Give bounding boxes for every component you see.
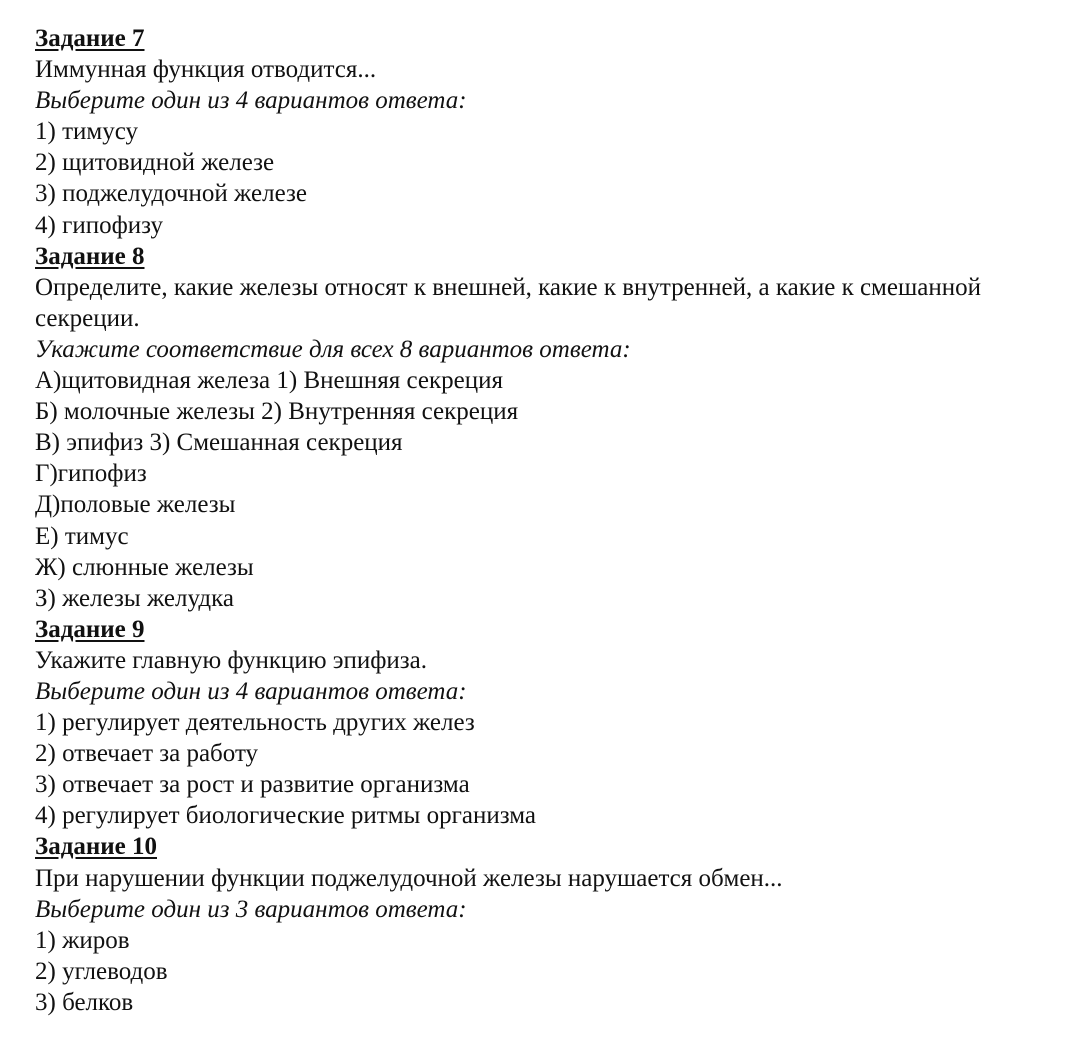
task-8 — [35, 241, 1080, 614]
task-question: Определите, какие железы относят к внешней, какие к внутренней, а какие к смешанной секреции. — [35, 273, 981, 332]
answer-option: 3) отвечает за рост и развитие организма — [35, 771, 470, 799]
match-item: Е) тимус — [35, 522, 129, 550]
match-item: Г)гипофиз — [35, 460, 147, 488]
answer-option: 4) регулирует биологические ритмы организма — [35, 802, 536, 830]
match-item: Ж) слюнные железы — [35, 553, 254, 581]
task-10 — [35, 831, 1080, 1018]
task-7 — [35, 23, 1080, 241]
match-item: З) железы желудка — [35, 584, 234, 612]
task-instruction: Выберите один из 4 вариантов ответа: — [35, 87, 467, 115]
task-title: Задание 7 — [35, 25, 145, 52]
answer-option: 3) белков — [35, 988, 134, 1016]
task-instruction: Укажите соответствие для всех 8 вариантов ответа: — [35, 335, 631, 363]
match-item: А)щитовидная железа 1) Внешняя секреция — [35, 367, 503, 395]
answer-option: 2) углеводов — [35, 957, 168, 985]
answer-option: 2) щитовидной железе — [35, 149, 275, 177]
task-instruction: Выберите один из 3 вариантов ответа: — [35, 895, 467, 923]
task-title: Задание 8 — [35, 242, 145, 270]
task-question: Иммунная функция отводится... — [35, 56, 377, 84]
answer-option: 4) гипофизу — [35, 211, 164, 239]
task-title: Задание 10 — [35, 833, 157, 861]
answer-option: 1) тимусу — [35, 118, 138, 146]
answer-option: 3) поджелудочной железе — [35, 180, 307, 208]
task-9 — [35, 614, 1080, 832]
match-item: В) эпифиз 3) Смешанная секреция — [35, 429, 403, 457]
answer-option: 1) жиров — [35, 926, 130, 954]
task-title: Задание 9 — [35, 615, 145, 643]
task-instruction: Выберите один из 4 вариантов ответа: — [35, 677, 467, 705]
answer-option: 2) отвечает за работу — [35, 740, 259, 768]
match-item: Б) молочные железы 2) Внутренняя секреция — [35, 398, 519, 426]
match-item: Д)половые железы — [35, 491, 236, 519]
task-question: Укажите главную функцию эпифиза. — [35, 646, 428, 674]
answer-option: 1) регулирует деятельность других желез — [35, 709, 475, 737]
task-question: При нарушении функции поджелудочной железы нарушается обмен... — [35, 864, 783, 892]
